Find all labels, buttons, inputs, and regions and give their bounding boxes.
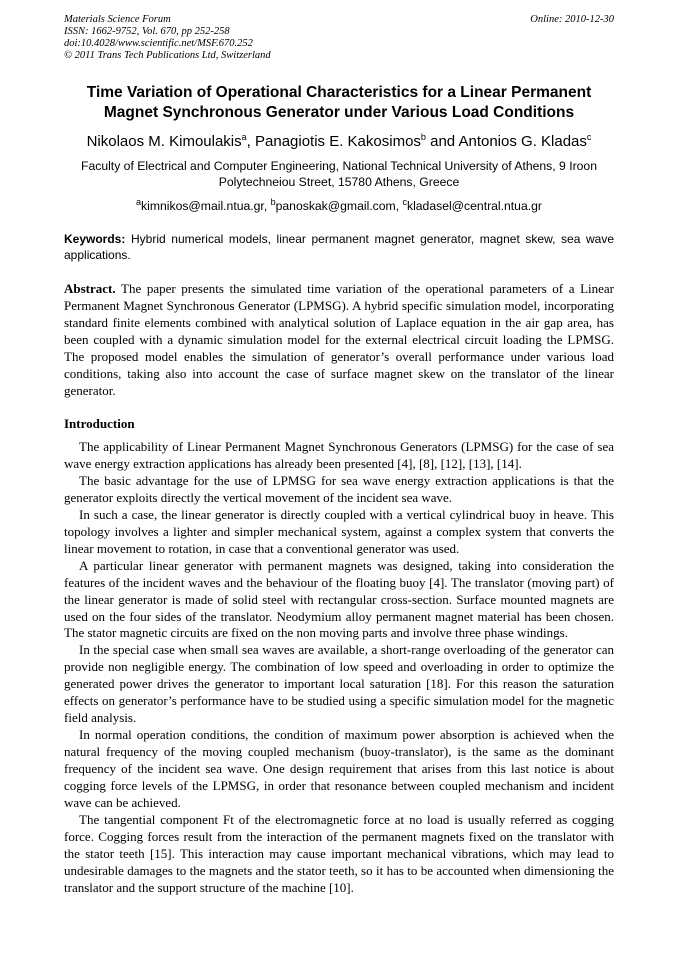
abstract: [64, 280, 614, 399]
paper-page: [64, 14, 614, 897]
author-separator: and: [425, 133, 459, 150]
author-affil-mark: c: [586, 132, 592, 142]
email-mark: c: [402, 196, 407, 207]
abstract-text: The paper presents the simulated time variation of the operational parameters of a Linear Permanent Magnet Synchronous Generator (LPMSG). A hybrid specific simulation model, incorporating standard finite elements combined with analytical solution of Laplace equation in the air gap area, has been coupled with a dynamic simulation model for the external electrical circuit loading the LPMSG. The proposed model enables the simulation of generator’s overall performance under various load conditions, taking also into account the case of surface magnet skew on the translator of the linear generator.: [64, 281, 614, 398]
email-address: panoskak@gmail.com: [275, 199, 396, 213]
paper-title: Time Variation of Operational Characteristics for a Linear Permanent Magnet Synchronous Generator under Various Load Conditions: [86, 84, 592, 121]
body-paragraph: In normal operation conditions, the condition of maximum power absorption is achieved when the natural frequency of the moving coupled mechanism (buoy-translator), is the same as the dominant frequency of the incident sea wave. One design requirement that arises from this last notice is about cogging force levels of the LPMSG, in order that resonance between coupled mechanism and incident wave can be achieved.: [64, 727, 614, 811]
email-mark: b: [270, 196, 276, 207]
author-list: [64, 132, 614, 151]
body-paragraph: In the special case when small sea waves are available, a short-range overloading of the generator can provide non negligible energy. The combination of low speed and overloading in order to optimize the generated power drives the generator to important local saturation [18]. For this reason the saturation effects on generator’s performance have to be studied using a specific simulation model for the magnetic field analysis.: [64, 642, 614, 726]
email-separator: ,: [263, 199, 271, 213]
keywords-text: Hybrid numerical models, linear permanent magnet generator, magnet skew, sea wave applications.: [64, 232, 614, 262]
journal-header: [64, 14, 614, 62]
body-paragraph: A particular linear generator with permanent magnets was designed, taking into consideration the features of the incident waves and the behaviour of the floating buoy [4]. The translator (moving part) of the linear generator is made of solid steel with rectangular cross-section. Surface mounted magnets are used on the four sides of the translator. Neodymium alloy permanent magnet material has been chosen. The stator magnetic circuits are fixed on the non moving parts and involve three phase windings.: [64, 557, 614, 641]
body-paragraph: The applicability of Linear Permanent Magnet Synchronous Generators (LPMSG) for the case of sea wave energy extraction applications has already been presented [4], [8], [12], [13], [14].: [64, 439, 614, 471]
issn-line: ISSN: 1662-9752, Vol. 670, pp 252-258: [64, 26, 230, 37]
author-name: Panagiotis E. Kakosimos: [255, 133, 421, 150]
body-paragraph: The tangential component Ft of the electromagnetic force at no load is usually referred as cogging force. Cogging forces result from the interaction of the permanent magnets fixed on the translator with the stator teeth [15]. This interaction may cause important mechanical vibrations, which may lead to undesirable damages to the magnets and the stator teeth, so it has to be accounted when dimensioning the translator and the support structure of the machine [10].: [64, 811, 614, 895]
journal-name: Materials Science Forum: [64, 14, 171, 25]
doi-line: doi:10.4028/www.scientific.net/MSF.670.252: [64, 38, 253, 49]
email-address: kladasel@central.ntua.gr: [406, 199, 542, 213]
author-separator: ,: [246, 133, 255, 150]
affiliation: Faculty of Electrical and Computer Engineering, National Technical University of Athens, 9 Iroon Polytechneiou Street, 15780 Athens, Greece: [81, 159, 597, 189]
online-date: Online: 2010-12-30: [530, 14, 614, 25]
body-paragraph: In such a case, the linear generator is directly coupled with a vertical cylindrical buoy in heave. This topology involves a lighter and simpler mechanical system, against a complex system that converts the linear movement to rotation, in case that a conventional generator was used.: [64, 506, 614, 556]
email-list: [64, 198, 614, 214]
email-address: kimnikos@mail.ntua.gr: [141, 199, 264, 213]
section-heading-introduction: Introduction: [64, 416, 135, 431]
abstract-label: Abstract.: [64, 281, 116, 296]
author-name: Antonios G. Kladas: [458, 133, 587, 150]
body-paragraph: The basic advantage for the use of LPMSG for sea wave energy extraction applications is that the generator exploits directly the vertical movement of the incident sea wave.: [64, 472, 614, 505]
author-affil-mark: a: [241, 132, 247, 142]
author-name: Nikolaos M. Kimoulakis: [86, 133, 242, 150]
email-mark: a: [136, 196, 142, 207]
keywords-label: Keywords:: [64, 232, 126, 246]
keywords: [64, 231, 614, 263]
copyright-line: © 2011 Trans Tech Publications Ltd, Switzerland: [64, 50, 271, 61]
email-separator: ,: [395, 199, 403, 213]
author-affil-mark: b: [420, 132, 426, 142]
